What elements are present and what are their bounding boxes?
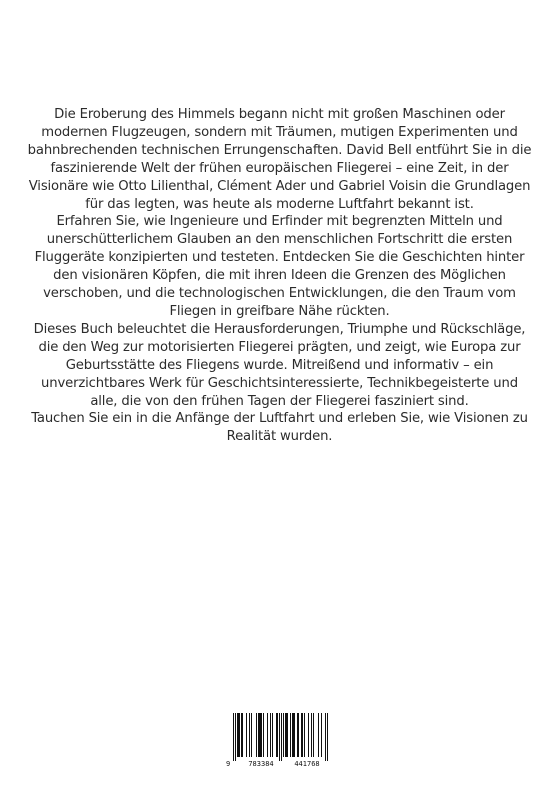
barcode-bar: [298, 713, 299, 757]
barcode-bar: [238, 713, 239, 757]
barcode-bar: [272, 713, 273, 757]
barcode-bar: [256, 713, 257, 757]
barcode-bar: [235, 713, 236, 761]
blurb-paragraph-4: Tauchen Sie ein in die Anfänge der Luftfahrt und erleben Sie, wie Visionen zu Realität wurden.: [31, 411, 528, 445]
barcode-bar: [239, 713, 240, 757]
barcode-bar: [270, 713, 271, 757]
back-cover-blurb: [26, 106, 533, 446]
barcode-bar: [321, 713, 322, 757]
barcode-bar: [297, 713, 298, 757]
blurb-paragraph-1: Die Eroberung des Himmels begann nicht mit großen Maschinen oder modernen Flugzeugen, sondern mit Träumen, mutigen Experimenten und bahnbrechenden technischen Errungenschaften. David Bell entführt Sie in die faszinierende Welt der frühen europäischen Fliegerei – eine Zeit, in der Visionäre wie Otto Lilienthal, Clément Ader und Gabriel Voisin die Grundlagen für das legten, was heute als moderne Luftfahrt bekannt ist.: [27, 107, 532, 212]
barcode-bar: [237, 713, 238, 757]
barcode-bar: [276, 713, 277, 757]
barcode-bar: [277, 713, 278, 757]
barcode-bar: [294, 713, 295, 757]
isbn-barcode: [226, 713, 335, 773]
barcode-bar: [301, 713, 302, 757]
barcode-bar: [233, 713, 234, 761]
barcode-bar: [267, 713, 268, 757]
barcode-bar: [258, 713, 259, 757]
barcode-bar: [290, 713, 291, 757]
barcode-bar: [259, 713, 260, 757]
barcode-bar: [285, 713, 286, 757]
barcode-bar: [304, 713, 305, 757]
barcode-bar: [241, 713, 242, 757]
barcode-bar: [327, 713, 328, 761]
barcode-bar: [292, 713, 293, 757]
barcode-bars: [226, 713, 335, 761]
barcode-first-digit: 9: [226, 760, 231, 768]
barcode-bar: [281, 713, 282, 761]
barcode-bar: [318, 713, 319, 757]
blurb-paragraph-3: Dieses Buch beleuchtet die Herausforderungen, Triumphe und Rückschläge, die den Weg zur motorisierten Fliegerei prägten, und zeigt, wie Europa zur Geburtsstätte des Fliegens wurde. Mitreißend und informativ – ein unverzichtbares Werk für Geschichtsinteressierte, Technikbegeisterte und alle, die von den frühen Tagen der Fliegerei fasziniert sind.: [33, 321, 526, 409]
barcode-bar: [283, 713, 284, 757]
barcode-bar: [308, 713, 309, 757]
barcode-bar: [249, 713, 250, 757]
barcode-bar: [286, 713, 287, 757]
barcode-bar: [325, 713, 326, 761]
barcode-bar: [287, 713, 288, 757]
barcode-bar: [246, 713, 247, 757]
barcode-bar: [260, 713, 261, 757]
barcode-bar: [313, 713, 314, 757]
barcode-bar: [279, 713, 280, 761]
barcode-bar: [261, 713, 262, 757]
barcode-right-digits: 441768: [294, 760, 320, 768]
barcode-bar: [293, 713, 294, 757]
blurb-paragraph-2: Erfahren Sie, wie Ingenieure und Erfinder mit begrenzten Mitteln und unerschütterlichem Glauben an den menschlichen Fortschritt die ersten Fluggeräte konzipierten und testeten. Entdecken Sie die Geschichten hinter den visionären Köpfen, die mit ihren Ideen die Grenzen des Möglichen verschoben, und die technologischen Entwicklungen, die den Traum vom Fliegen in greifbare Nähe rückten.: [34, 214, 525, 319]
barcode-bar: [311, 713, 312, 757]
barcode-left-digits: 783384: [248, 760, 274, 768]
barcode-bar: [251, 713, 252, 757]
barcode-bar: [302, 713, 303, 757]
barcode-bar: [263, 713, 264, 757]
barcode-bar: [242, 713, 243, 757]
